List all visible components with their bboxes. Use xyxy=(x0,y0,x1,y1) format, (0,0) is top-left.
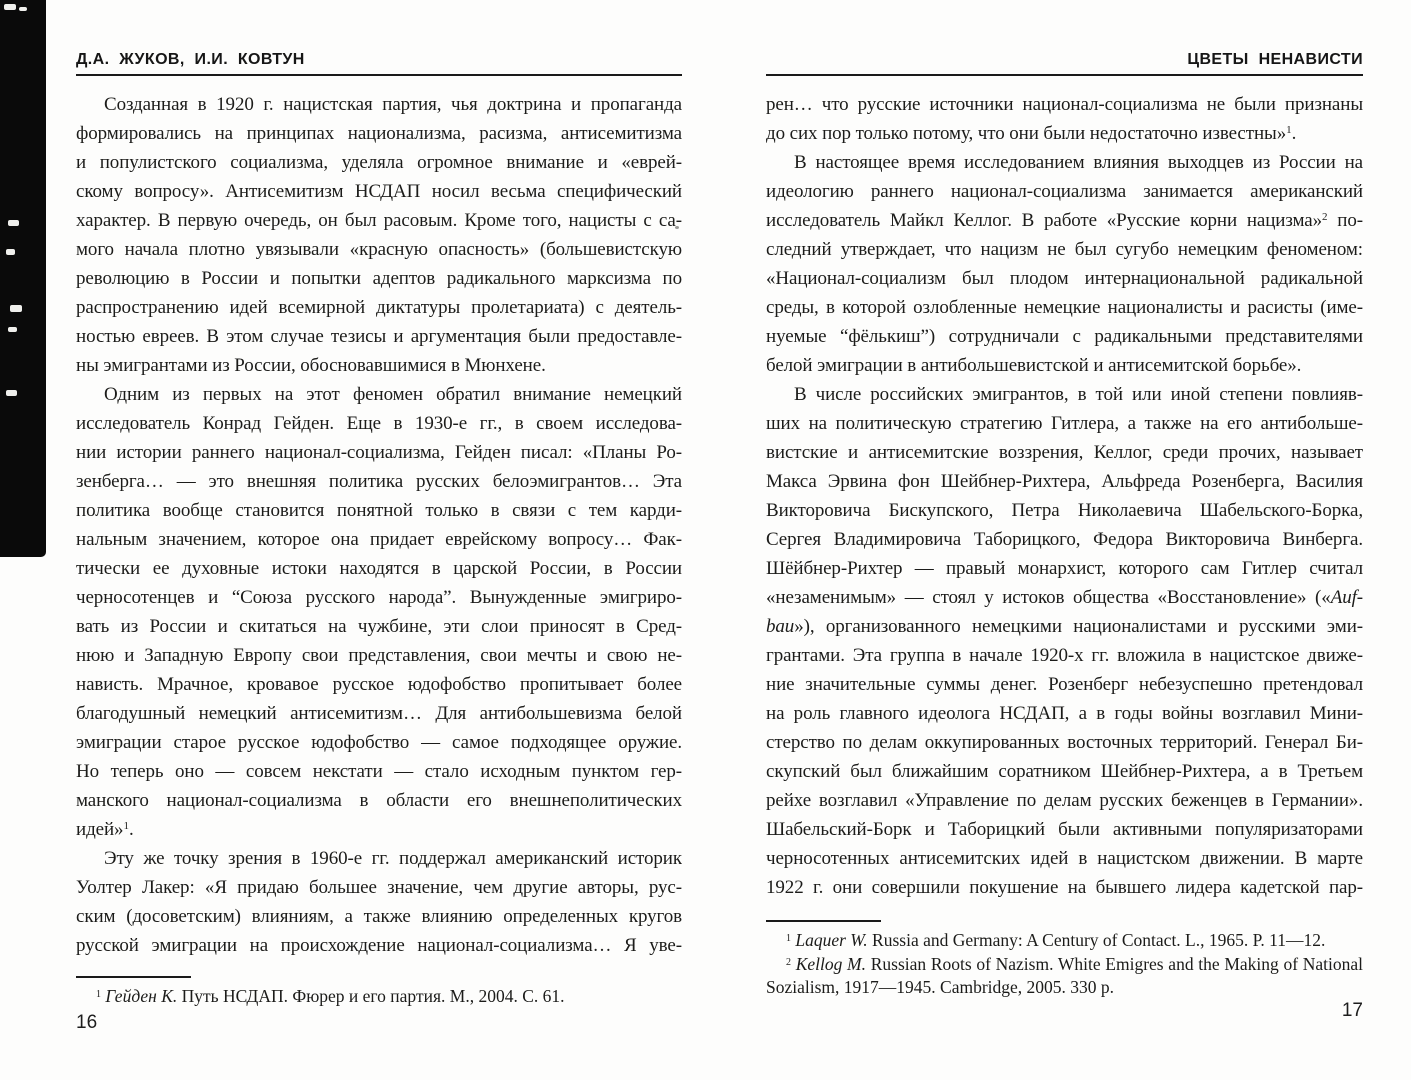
text-line: Шабельский-Борк и Таборицкий были активными популяризаторами xyxy=(766,819,1363,840)
text-line: ностью евреев. В этом случае тезисы и аргументация были предоставле- xyxy=(76,326,682,347)
text-line: В числе российских эмигрантов, в той или иной степени повлияв- xyxy=(794,384,1363,405)
text-line: формировались на принципах национализма, расизма, антисемитизма xyxy=(76,123,682,144)
text-line: русской эмиграции на происхождение национал-социализма… Я уве- xyxy=(76,935,682,956)
text-line: Уолтер Лакер: «Я придаю большее значение, чем другие авторы, рус- xyxy=(76,877,682,898)
text-line: эмиграции старое русское юдофобство — самое подходящее оружие. xyxy=(76,732,682,753)
text-line: Одним из первых на этот феномен обратил внимание немецкий xyxy=(104,384,682,405)
text-line: черносотенных антисемитских идей в нацистском движении. В марте xyxy=(766,848,1363,869)
text-line: Шёйбнер-Рихтер — правый монархист, которого сам Гитлер считал xyxy=(766,558,1363,579)
text-line: исследователь Майкл Келлог. В работе «Русские корни нацизма»$^2$ по- xyxy=(766,210,1363,231)
text-line: рейхе возглавил «Управление по делам русских беженцев в Германии». xyxy=(766,790,1363,811)
scan-edge-speck xyxy=(8,220,19,226)
text-line: до сих пор только потому, что они были недостаточно известны»$^1$. xyxy=(766,123,1297,144)
left-header-rule xyxy=(76,74,682,76)
paragraph xyxy=(76,844,682,960)
text-line: нальным значением, которое она придает еврейскому вопросу… Фак- xyxy=(76,529,682,550)
text-line: черносотенцев и “Союза русского народа”. Вынужденные эмигриро- xyxy=(76,587,682,608)
text-line: характер. В первую очередь, он был расовым. Кроме того, нацисты с са- xyxy=(76,210,682,231)
left-page-footnotes xyxy=(76,985,682,1009)
text-line: скому вопросу». Антисемитизм НСДАП носил весьма специфический xyxy=(76,181,682,202)
paragraph xyxy=(76,380,682,844)
right-header-rule xyxy=(766,74,1363,76)
left-page-number: 16 xyxy=(76,1012,98,1033)
left-footnote-block xyxy=(76,976,682,1009)
scan-edge-speck xyxy=(6,249,15,255)
text-line: манского национал-социализма в области его внешнеполитических xyxy=(76,790,682,811)
text-line: нии истории раннего национал-социализма, Гейден писал: «Планы Ро- xyxy=(76,442,682,463)
text-line: скупский был ближайшим соратником Шейбнер-Рихтера, а в Третьем xyxy=(766,761,1363,782)
text-line: ским (досоветским) влияниям, а также влиянию определенных кругов xyxy=(76,906,682,927)
footnote-line: $^1$ Гейден К. Путь НСДАП. Фюрер и его партия. М., 2004. С. 61. xyxy=(96,986,565,1006)
scan-edge-speck xyxy=(8,327,17,332)
footnote-ref: 1 xyxy=(786,933,791,944)
text-line: грантами. Эта группа в начале 1920-х гг. вложила в нацистское движе- xyxy=(766,645,1363,666)
left-page xyxy=(76,0,682,1080)
text-line: 1922 г. они совершили покушение на бывшего лидера кадетской пар- xyxy=(766,877,1363,898)
text-line: Макса Эрвина фон Шейбнер-Рихтера, Альфреда Розенберга, Василия xyxy=(766,471,1363,492)
paragraph xyxy=(766,90,1363,148)
text-line: идеологию раннего национал-социализма занимается американский xyxy=(766,181,1363,202)
text-line: мого начала плотно увязывали «красную опасность» (большевистскую xyxy=(76,239,682,260)
text-line: следний утверждает, что нацизм не был сугубо немецким феноменом: xyxy=(766,239,1363,260)
footnote-ref: 2 xyxy=(786,956,791,968)
text-line: тически ее духовные истоки находятся в царской России, в России xyxy=(76,558,682,579)
right-page-number: 17 xyxy=(1341,1000,1363,1021)
text-line: рен… что русские источники национал-социализма не были признаны xyxy=(766,94,1363,115)
text-line: нуемые “фёлькиш”) сотрудничали с радикальными представителями xyxy=(766,326,1363,347)
right-running-head: ЦВЕТЫ НЕНАВИСТИ xyxy=(1187,51,1363,68)
paragraph xyxy=(766,380,1363,902)
text-line: Викторовича Бискупского, Петра Николаевича Шабельского-Борка, xyxy=(766,500,1363,521)
right-page-body xyxy=(766,90,1363,902)
right-page xyxy=(766,0,1363,1080)
left-running-head: Д.А. ЖУКОВ, И.И. КОВТУН xyxy=(76,51,305,68)
scan-edge-speck xyxy=(10,305,22,312)
text-line: идей»$^1$. xyxy=(76,819,134,840)
text-line: Но теперь оно — совсем некстати — стало исходным пунктом гер- xyxy=(76,761,682,782)
text-line: ших на политическую стратегию Гитлера, а также на его антибольше- xyxy=(766,413,1363,434)
text-line: распространению идей всемирной диктатуры пролетариата) с деятель- xyxy=(76,297,682,318)
text-line: и популистского социализма, уделяла огромное внимание и «еврей- xyxy=(76,152,682,173)
text-line: Сергея Владимировича Таборицкого, Федора Викторовича Винберга. xyxy=(766,529,1363,550)
text-line: «Национал-социализм был плодом интернациональной радикальной xyxy=(766,268,1363,289)
text-line: нюю и Западную Европу свои представления, свои мечты и свою не- xyxy=(76,645,682,666)
scan-black-edge xyxy=(0,0,46,557)
paragraph xyxy=(76,90,682,380)
text-line: революцию в России и попытки адептов радикального марксизма по xyxy=(76,268,682,289)
text-line: Эту же точку зрения в 1960-е гг. поддержал американский историк xyxy=(104,848,682,869)
text-line: благодушный немецкий антисемитизм… Для антибольшевизма белой xyxy=(76,703,682,724)
scan-edge-speck xyxy=(19,7,27,11)
text-line: В настоящее время исследованием влияния выходцев из России на xyxy=(794,152,1363,173)
text-line: на роль главного идеолога НСДАП, а в годы войны возглавил Мини- xyxy=(766,703,1363,724)
paragraph xyxy=(766,148,1363,380)
text-line: Созданная в 1920 г. нацистская партия, чья доктрина и пропаганда xyxy=(104,94,682,115)
right-footnote-rule xyxy=(766,920,881,922)
footnote-line: $^1$ Laquer W. Russia and Germany: A Century of Contact. L., 1965. P. 11—12. xyxy=(786,930,1326,950)
footnote-ref: 1 xyxy=(123,820,129,832)
text-line: исследователь Конрад Гейден. Еще в 1930-е гг., в своем исследова- xyxy=(76,413,682,434)
text-line: нависть. Мрачное, кровавое русское юдофобство пропитывает более xyxy=(76,674,682,695)
footnote-ref: 1 xyxy=(96,989,101,1000)
footnote-ref: 2 xyxy=(1322,211,1328,223)
text-line: белой эмиграции в антибольшевистской и антисемитской борьбе». xyxy=(766,355,1302,376)
text-line: политика вообще становится понятной только в связи с тем карди- xyxy=(76,500,682,521)
text-line: вистские и антисемитские воззрения, Келлог, среди прочих, называет xyxy=(766,442,1363,463)
left-footnote-rule xyxy=(76,976,191,978)
right-footnote-block xyxy=(766,920,1363,1000)
text-line: стерство по делам оккупированных восточных территорий. Генерал Би- xyxy=(766,732,1363,753)
footnote-ref: 1 xyxy=(1286,124,1292,136)
text-line: «незаменимым» — стоял у истоков общества «Восстановление» («Auf- xyxy=(766,587,1363,608)
scan-edge-speck xyxy=(6,390,17,396)
left-page-body xyxy=(76,90,682,960)
footnote-line: Sozialism, 1917—1945. Cambridge, 2005. 330 p. xyxy=(766,977,1115,997)
right-page-footnotes xyxy=(766,929,1363,1000)
text-line: bau»), организованного немецкими националистами и русскими эми- xyxy=(766,616,1363,637)
text-line: ны эмигрантами из России, обосновавшимися в Мюнхене. xyxy=(76,355,546,376)
scan-edge-speck xyxy=(4,4,16,10)
text-line: вать из России и скитаться на чужбине, эти слои приносят в Сред- xyxy=(76,616,682,637)
text-line: ние значительные суммы денег. Розенберг небезуспешно претендовал xyxy=(766,674,1363,695)
text-line: зенберга… — это внешняя политика русских белоэмигрантов… Эта xyxy=(76,471,682,492)
footnote-line: $^2$ Kellog M. Russian Roots of Nazism. White Emigres and the Making of National xyxy=(786,953,1363,974)
text-line: среды, в которой озлобленные немецкие националисты и расисты (име- xyxy=(766,297,1363,318)
